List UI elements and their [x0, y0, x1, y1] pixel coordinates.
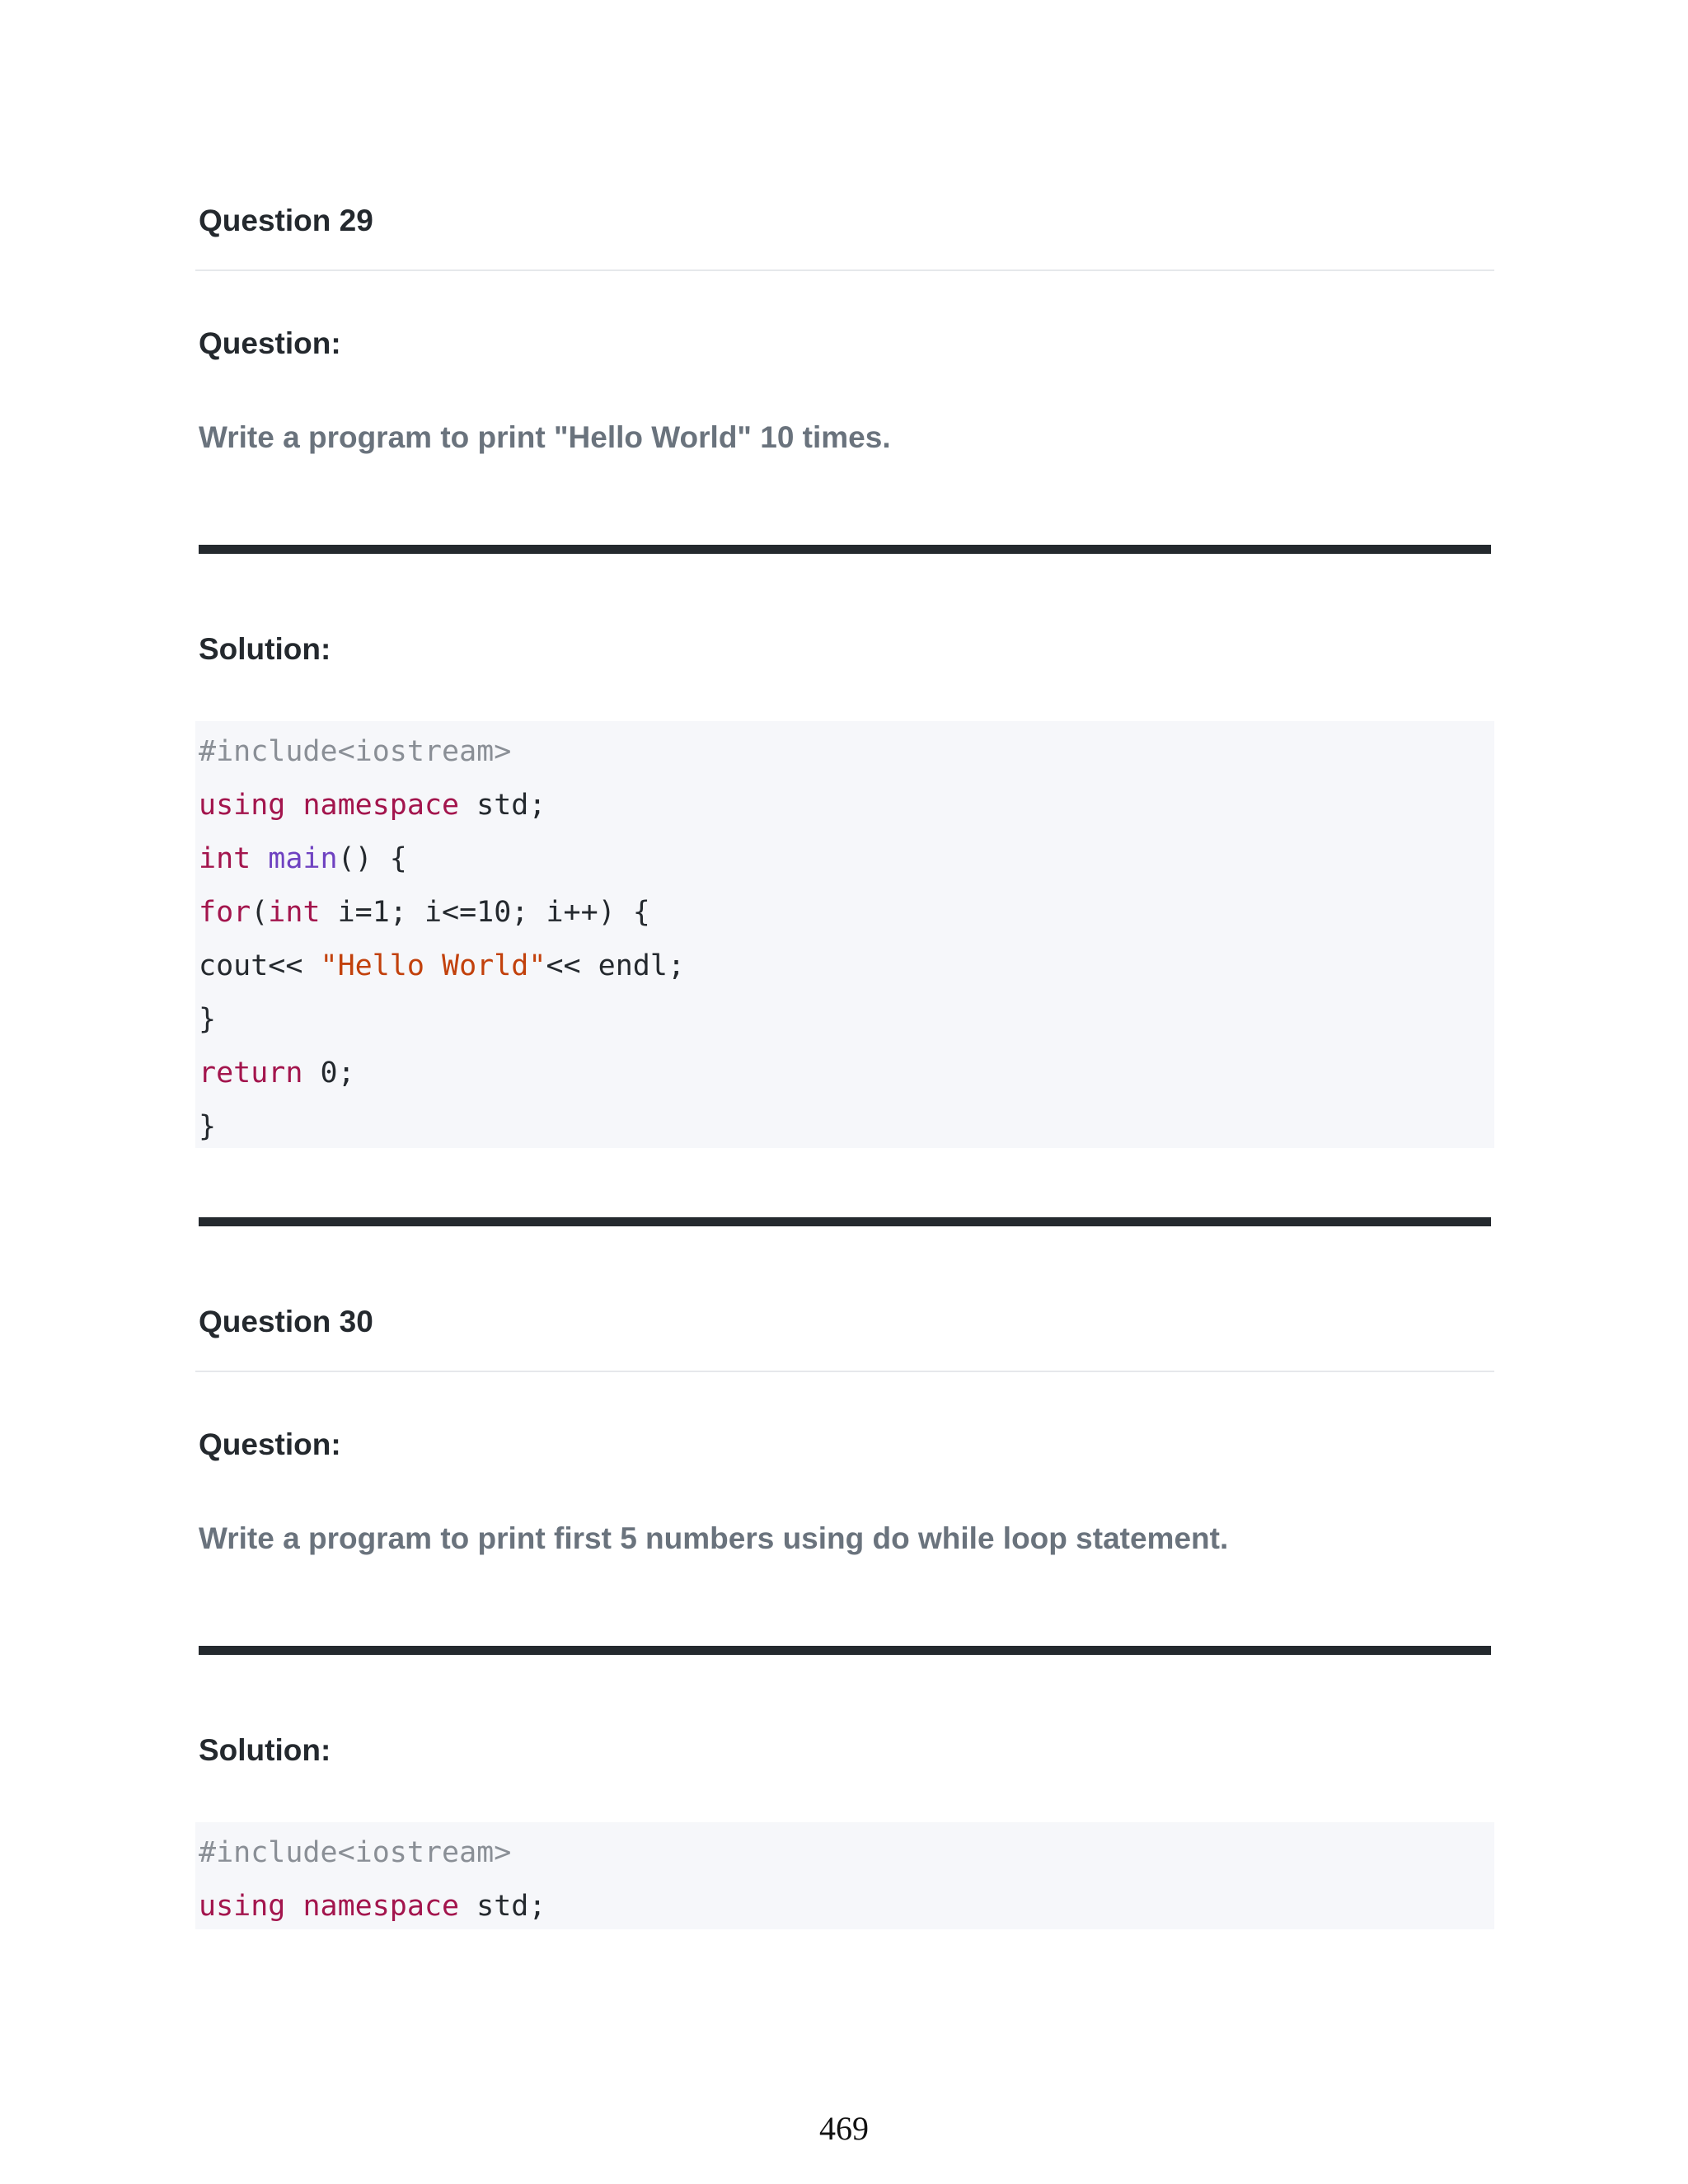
section-divider [199, 1217, 1491, 1226]
question-prompt: Write a program to print "Hello World" 10 times. [199, 420, 891, 454]
title-divider [195, 1371, 1494, 1372]
code-text: () { [337, 842, 407, 875]
code-keyword: int [268, 896, 321, 929]
question-label: Question: [199, 1427, 341, 1461]
solution-label: Solution: [199, 632, 331, 666]
code-keyword: return [199, 1057, 303, 1090]
code-line [199, 949, 686, 982]
code-line [199, 1110, 217, 1143]
code-keyword: for [199, 896, 251, 929]
code-line [199, 898, 650, 927]
code-keyword: using [199, 1890, 286, 1923]
code-line [199, 842, 407, 875]
code-text: } [199, 1003, 217, 1036]
code-text: std; [459, 1890, 546, 1923]
code-text: << endl; [546, 949, 686, 982]
question-30-title: Question 30 [199, 1305, 373, 1338]
title-divider [195, 269, 1494, 271]
code-keyword: using [199, 789, 286, 822]
code-text: cout<< [199, 949, 321, 982]
code-keyword: namespace [302, 1890, 460, 1923]
code-text: std; [459, 789, 546, 822]
code-line [199, 1892, 546, 1921]
section-divider [199, 545, 1491, 554]
code-include: #include<iostream> [199, 735, 512, 768]
code-line [199, 1005, 216, 1034]
code-string: "Hello World" [320, 949, 546, 982]
question-prompt: Write a program to print first 5 numbers using do while loop statement. [199, 1521, 1229, 1555]
code-include: #include<iostream> [199, 1836, 512, 1869]
solution-label: Solution: [199, 1733, 331, 1767]
code-line [199, 791, 546, 820]
code-block [195, 1822, 1494, 1929]
code-keyword: int [199, 842, 251, 875]
code-line [199, 735, 512, 768]
page-number: 469 [819, 2110, 869, 2147]
code-text: 0; [302, 1057, 355, 1090]
code-text: ( [251, 896, 269, 929]
question-29-title: Question 29 [199, 204, 373, 237]
code-text: i=1; i<=10; i++) { [320, 896, 650, 929]
section-divider [199, 1646, 1491, 1655]
code-function: main [268, 842, 338, 875]
code-block [195, 721, 1494, 1148]
code-line [199, 1059, 355, 1088]
code-text: } [199, 1110, 217, 1143]
question-label: Question: [199, 326, 341, 360]
code-keyword: namespace [302, 789, 460, 822]
code-line [199, 1836, 512, 1869]
